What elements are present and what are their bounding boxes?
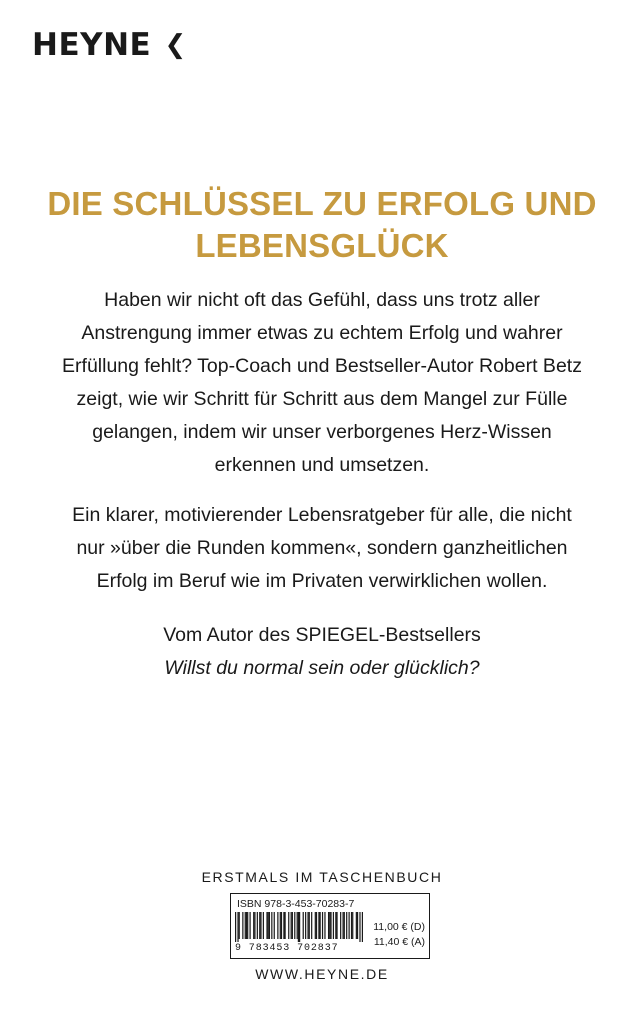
barcode-bar <box>237 912 238 942</box>
barcode-bar <box>335 912 336 939</box>
barcode-bar <box>269 912 270 939</box>
barcode-bar <box>291 912 292 939</box>
blurb-line: Erfüllung fehlt? Top-Coach und Bestseller-Autor Robert Betz <box>62 355 582 377</box>
website-url: WWW.HEYNE.DE <box>255 966 389 982</box>
barcode-bar <box>315 912 316 939</box>
blurb-line: nur »über die Runden kommen«, sondern ganzheitlichen <box>76 537 568 559</box>
barcode-bar <box>247 912 248 939</box>
barcode-bar <box>294 912 295 939</box>
headline-line-2: LEBENSGLÜCK <box>195 227 449 264</box>
barcode-bar <box>362 912 363 942</box>
barcode-bar <box>283 912 284 939</box>
barcode-bar <box>277 912 278 939</box>
barcode-bar <box>320 912 321 939</box>
barcode-bar <box>324 912 325 939</box>
headline <box>0 183 644 267</box>
barcode-bar <box>271 912 272 939</box>
blurb <box>40 284 604 598</box>
author-note <box>0 619 644 685</box>
barcode-bar <box>297 912 298 939</box>
price-de: 11,00 € (D) <box>373 921 425 933</box>
blurb-line: Haben wir nicht oft das Gefühl, dass uns trotz aller <box>104 289 540 311</box>
barcode-bar <box>357 912 358 939</box>
barcode-bar <box>349 912 350 939</box>
barcode-bar <box>356 912 357 939</box>
barcode-bar <box>344 912 345 939</box>
barcode-bar <box>340 912 341 939</box>
barcode-bar <box>281 912 282 939</box>
barcode-bar <box>316 912 317 939</box>
barcode-bar <box>285 912 286 939</box>
price-at: 11,40 € (A) <box>373 936 425 948</box>
barcode-icon <box>235 912 363 942</box>
blurb-line: Ein klarer, motivierender Lebensratgeber für alle, die nicht <box>72 504 572 526</box>
barcode-bar <box>292 912 293 939</box>
bestseller-title: Willst du normal sein oder glücklich? <box>164 657 480 679</box>
barcode-bar <box>333 912 334 939</box>
barcode-bar <box>246 912 247 939</box>
barcode-bar <box>351 912 352 939</box>
edition-note: ERSTMALS IM TASCHENBUCH <box>201 869 443 885</box>
blurb-line: Erfolg im Beruf wie im Privaten verwirklichen wollen. <box>96 570 548 592</box>
barcode-bar <box>260 912 261 939</box>
barcode-bar <box>305 912 306 939</box>
barcode-bar <box>257 912 258 939</box>
barcode-bar <box>274 912 275 939</box>
barcode-bar <box>328 912 329 939</box>
barcode-bar <box>359 912 360 942</box>
blurb-line: zeigt, wie wir Schritt für Schritt aus dem Mangel zur Fülle <box>76 388 568 410</box>
barcode-bar <box>307 912 308 939</box>
barcode-bar <box>346 912 347 939</box>
blurb-line: Anstrengung immer etwas zu echtem Erfolg und wahrer <box>81 322 563 344</box>
barcode-bar <box>298 912 299 942</box>
barcode-bar <box>309 912 310 939</box>
barcode-bar <box>303 912 304 939</box>
author-note-line: Vom Autor des SPIEGEL-Bestsellers <box>163 624 481 646</box>
isbn-label: ISBN 978-3-453-70283-7 <box>237 898 355 910</box>
barcode-bar <box>253 912 254 939</box>
barcode-bar <box>299 912 300 942</box>
barcode-bar <box>342 912 343 939</box>
barcode-bar <box>242 912 243 939</box>
blurb-paragraph-2 <box>40 499 604 598</box>
barcode-bar <box>311 912 312 939</box>
barcode-bar <box>245 912 246 939</box>
barcode-bar <box>280 912 281 939</box>
blurb-line: erkennen und umsetzen. <box>214 454 430 476</box>
barcode-digits: 9 783453 702837 <box>235 943 339 954</box>
barcode-bar <box>352 912 353 939</box>
barcode-bar <box>259 912 260 939</box>
barcode-box <box>230 893 430 959</box>
blurb-line: gelangen, indem wir unser verborgenes Herz-Wissen <box>92 421 552 443</box>
barcode-bar <box>249 912 250 939</box>
price-list <box>373 920 425 950</box>
publisher-logo <box>32 27 187 63</box>
headline-line-1: DIE SCHLÜSSEL ZU ERFOLG UND <box>47 185 597 222</box>
barcode-bar <box>268 912 269 939</box>
publisher-mark-icon: ❮ <box>164 30 187 60</box>
barcode-bar <box>318 912 319 939</box>
barcode-bar <box>239 912 240 939</box>
barcode-bar <box>336 912 337 939</box>
publisher-name: HEYNE <box>32 27 152 63</box>
barcode-bar <box>330 912 331 939</box>
barcode-bar <box>254 912 255 939</box>
barcode-bar <box>329 912 330 939</box>
blurb-paragraph-1 <box>40 284 604 482</box>
barcode-bar <box>266 912 267 939</box>
barcode-bar <box>263 912 264 939</box>
barcode-bar <box>235 912 236 942</box>
barcode-bar <box>288 912 289 939</box>
barcode-bar <box>322 912 323 939</box>
